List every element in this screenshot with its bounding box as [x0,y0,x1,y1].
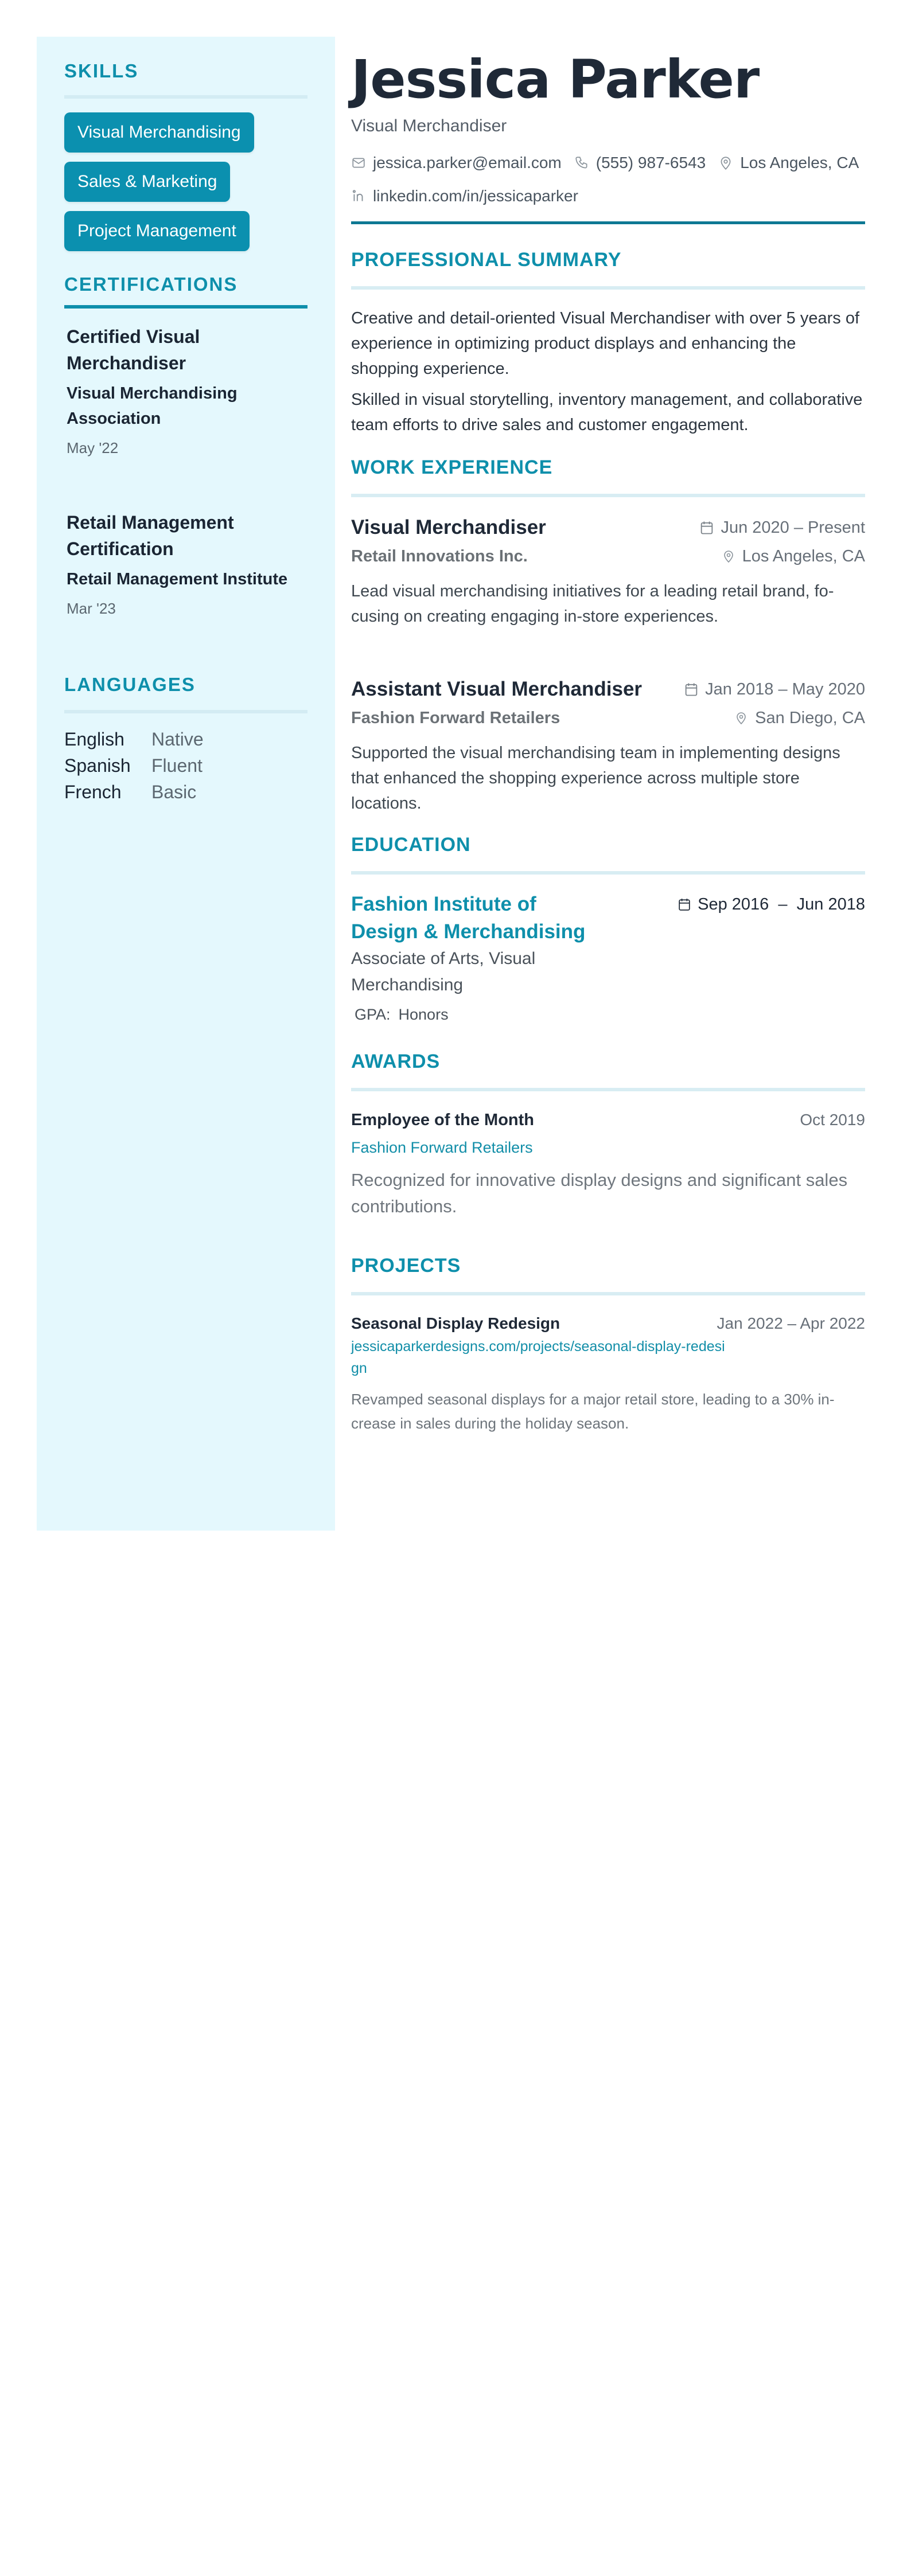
certification-name: Certified Visual Merchandiser [67,326,200,373]
job-location-text: San Diego, CA [755,709,865,727]
languages-section [64,671,307,805]
language-name: French [64,782,122,802]
awards-heading: AWARDS [351,1051,441,1072]
certification-item [64,509,307,619]
contact-linkedin[interactable] [351,184,578,209]
job-dates [700,513,865,542]
section-divider [351,286,865,290]
award-date: Oct 2019 [800,1111,865,1129]
linkedin-text: linkedin.com/in/jessicaparker [373,187,578,205]
skill-chip[interactable]: Visual Merchandising [64,112,254,153]
section-divider [351,871,865,875]
calendar-icon [678,896,691,912]
location-text: Los Angeles, CA [740,154,859,171]
certification-name: Retail Management Certification [67,512,234,559]
job-company: Fashion Forward Retailers [351,709,560,727]
education-dates [678,891,865,918]
summary-heading: PROFESSIONAL SUMMARY [351,249,622,271]
language-name: English [64,729,124,750]
skills-heading: SKILLS [64,60,139,81]
project-title: Seasonal Display Redesign [351,1314,560,1332]
awards-section [351,1048,865,1220]
section-divider [64,305,307,309]
summary-paragraph: Skilled in visual storytelling, inventory management, and collaborative team efforts to drive sales and customer engagement. [351,391,863,434]
education-heading: EDUCATION [351,834,471,856]
section-divider [64,710,307,713]
project-item [351,1312,865,1435]
certification-date: May '22 [67,439,119,456]
job-location [722,542,865,571]
job-description: Lead visual merchandising initiatives for a leading retail brand, focusing on creating engaging in-store experiences. [351,582,834,626]
calendar-icon [684,681,698,697]
project-dates: Jan 2022 – Apr 2022 [717,1314,865,1332]
candidate-name: Jessica Parker [351,49,760,110]
contact-list [351,150,865,209]
section-divider [351,494,865,497]
education-school[interactable]: Fashion Institute of Design & Merchandising [351,893,586,943]
award-description: Recognized for innovative display designs and significant sales contributions. [351,1170,848,1216]
job-company: Retail Innovations Inc. [351,547,528,565]
job-location [734,704,865,732]
certification-item [64,323,307,459]
resume-header [351,48,865,224]
language-level: Fluent [151,755,203,776]
mail-icon [351,155,366,170]
language-row [64,779,307,805]
experience-section [351,454,865,816]
section-divider [351,1088,865,1091]
skill-chip[interactable]: Sales & Marketing [64,162,230,202]
language-name: Spanish [64,755,131,776]
job-title: Assistant Visual Merchandiser [351,678,643,700]
projects-section [351,1252,865,1435]
award-title: Employee of the Month [351,1111,534,1129]
project-link[interactable]: jessicaparkerdesigns.com/projects/seasonal-display-redesign [351,1338,725,1376]
certifications-heading: CERTIFICATIONS [64,274,238,295]
language-row [64,752,307,779]
linkedin-icon [351,189,366,204]
education-gpa [351,1003,865,1026]
certifications-section [64,271,307,619]
map-pin-icon [734,710,748,726]
education-dates-text: Sep 2016 – Jun 2018 [698,895,865,914]
job-dates-text: Jan 2018 – May 2020 [705,680,865,698]
contact-email[interactable] [351,150,562,175]
section-divider [351,1292,865,1295]
education-degree: Associate of Arts, Visual Merchandising [351,949,536,994]
language-level: Native [151,729,204,750]
job-title: Visual Merchandiser [351,516,546,538]
certification-org: Retail Management Institute [67,570,288,588]
calendar-icon [700,520,714,536]
skills-list [64,112,307,251]
experience-item [351,675,865,816]
contact-location [718,150,859,175]
certification-date: Mar '23 [67,600,116,617]
job-description: Supported the visual merchandising team in implementing designs that enhanced the shopping experience across multiple store locations. [351,744,840,813]
skill-chip[interactable]: Project Management [64,211,250,251]
main-content [351,37,865,1435]
sidebar [37,37,335,1531]
languages-heading: LANGUAGES [64,674,196,695]
phone-text: (555) 987-6543 [595,154,706,171]
phone-icon [574,155,589,170]
header-divider [351,221,865,224]
language-level: Basic [151,782,197,802]
job-location-text: Los Angeles, CA [742,547,865,565]
award-org: Fashion Forward Retailers [351,1139,533,1156]
skills-section [64,57,307,251]
job-dates [684,675,865,704]
project-description: Revamped seasonal displays for a major retail store, leading to a 30% increase in sales during the holiday season. [351,1391,835,1432]
experience-item [351,513,865,629]
gpa-value: Honors [398,1006,449,1023]
certification-org: Visual Merchandising Association [67,384,238,428]
map-pin-icon [722,548,735,564]
section-divider [64,95,307,99]
email-text: jessica.parker@email.com [373,154,562,171]
gpa-label: GPA: [355,1006,391,1023]
award-item [351,1107,865,1220]
experience-heading: WORK EXPERIENCE [351,456,553,478]
contact-phone[interactable] [574,150,706,175]
candidate-role: Visual Merchandiser [351,116,507,135]
map-pin-icon [718,155,733,170]
education-item [351,891,865,1026]
summary-paragraph: Creative and detail-oriented Visual Merchandiser with over 5 years of experience in optimizing product displays and enhancing the shopping experience. [351,309,860,378]
job-dates-text: Jun 2020 – Present [721,518,865,537]
language-row [64,726,307,752]
projects-heading: PROJECTS [351,1255,461,1277]
summary-section [351,246,865,438]
education-section [351,831,865,1026]
